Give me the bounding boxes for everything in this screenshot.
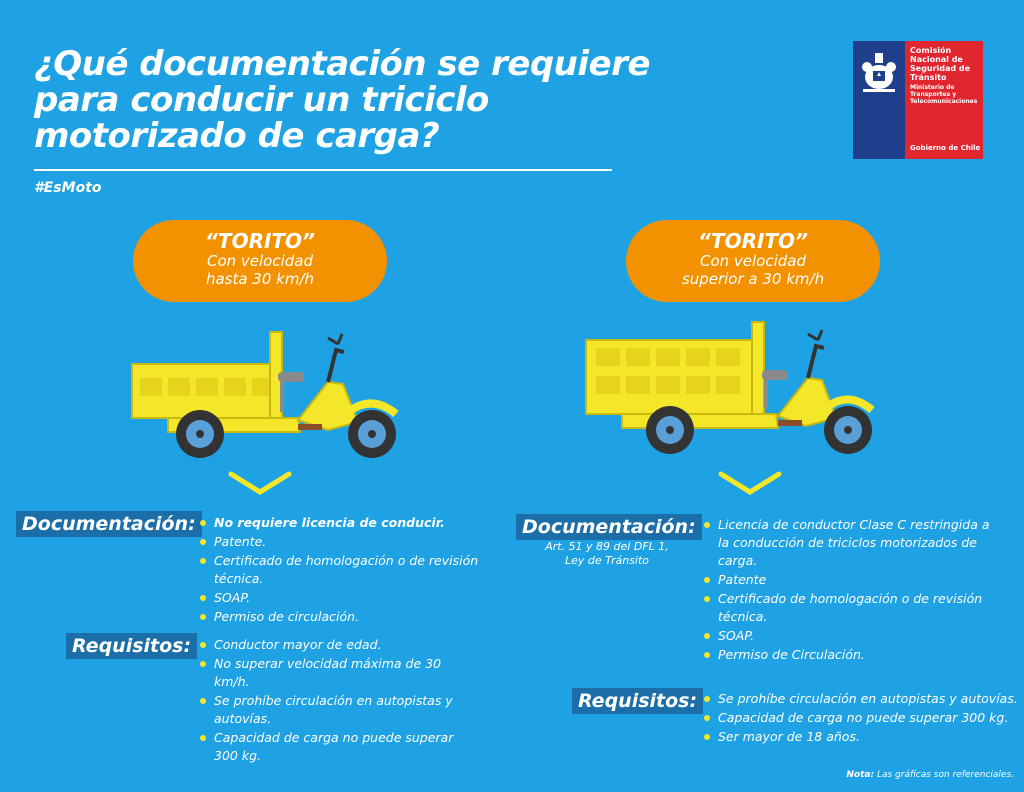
page-title	[34, 44, 650, 156]
right-req-heading: Requisitos:	[572, 688, 703, 714]
right-doc-list	[702, 516, 1002, 665]
right-doc-ref-2: Ley de Tránsito	[564, 554, 650, 567]
conaset-logo	[853, 41, 983, 159]
logo-blue-panel	[853, 41, 905, 159]
logo-line-4: Tránsito	[910, 73, 947, 82]
logo-ministry	[910, 84, 978, 105]
left-req-item-4: Capacidad de carga no puede superar 300 kg.	[198, 729, 458, 765]
right-doc-ref-1: Art. 51 y 89 del DFL 1,	[545, 540, 669, 553]
left-doc-item-3: Certificado de homologación o de revisión técnica.	[198, 552, 528, 588]
right-doc-item-2: Patente	[702, 571, 1002, 589]
logo-ministry-3: Telecomunicaciones	[910, 98, 978, 105]
large-tricycle-icon	[582, 318, 882, 458]
right-req-list	[702, 690, 1022, 747]
right-doc-item-5: Permiso de Circulación.	[702, 646, 1002, 664]
right-req-item-2: Capacidad de carga no puede superar 300 kg.	[702, 709, 1022, 727]
logo-gov: Gobierno de Chile	[910, 144, 981, 152]
left-pill	[133, 220, 387, 302]
title-line-2: para conducir un triciclo	[34, 80, 489, 120]
small-tricycle-icon	[128, 322, 408, 462]
left-doc-item-5: Permiso de circulación.	[198, 608, 528, 626]
left-chevron-down-icon	[227, 470, 293, 496]
right-chevron-down-icon	[717, 470, 783, 496]
logo-line-3: Seguridad de	[910, 64, 971, 73]
left-req-item-1: Conductor mayor de edad.	[198, 636, 458, 654]
coat-of-arms-icon	[853, 43, 905, 103]
right-req-item-1: Se prohíbe circulación en autopistas y autovías.	[702, 690, 1022, 708]
right-doc-reference	[512, 540, 702, 568]
left-req-list	[198, 636, 458, 766]
left-doc-item-2: Patente.	[198, 533, 528, 551]
title-line-3: motorizado de carga?	[34, 116, 440, 156]
right-doc-item-4: SOAP.	[702, 627, 1002, 645]
logo-ministry-1: Ministerio de	[910, 84, 955, 91]
right-pill-name: “TORITO”	[698, 229, 808, 253]
footnote	[846, 770, 1014, 780]
left-doc-list	[198, 514, 528, 627]
right-doc-item-3: Certificado de homologación o de revisión técnica.	[702, 590, 1002, 626]
right-doc-heading: Documentación:	[516, 514, 702, 540]
title-divider	[34, 169, 612, 171]
footnote-text: Las gráficas son referenciales.	[876, 770, 1014, 780]
left-doc-item-1: No requiere licencia de conducir.	[198, 514, 528, 532]
left-doc-heading: Documentación:	[16, 511, 202, 537]
right-req-item-3: Ser mayor de 18 años.	[702, 728, 1022, 746]
hashtag: #EsMoto	[34, 180, 102, 196]
left-req-item-3: Se prohíbe circulación en autopistas y autovías.	[198, 692, 458, 728]
left-pill-sub-1: Con velocidad	[206, 252, 314, 270]
left-doc-item-4: SOAP.	[198, 589, 528, 607]
left-req-item-2: No superar velocidad máxima de 30 km/h.	[198, 655, 458, 691]
right-pill-sub-1: Con velocidad	[699, 252, 807, 270]
logo-line-1: Comisión	[910, 46, 952, 55]
left-pill-name: “TORITO”	[205, 229, 315, 253]
right-pill	[626, 220, 880, 302]
title-line-1: ¿Qué documentación se requiere	[34, 44, 650, 84]
right-doc-item-1: Licencia de conductor Clase C restringida a la conducción de triciclos motorizados de carga.	[702, 516, 1002, 570]
logo-red-panel	[905, 41, 983, 159]
left-pill-sub-2: hasta 30 km/h	[205, 270, 315, 288]
left-req-heading: Requisitos:	[66, 633, 197, 659]
logo-line-2: Nacional de	[910, 55, 963, 64]
logo-ministry-2: Transportes y	[910, 91, 957, 98]
right-pill-sub-2: superior a 30 km/h	[681, 270, 825, 288]
footnote-label: Nota:	[846, 770, 875, 780]
